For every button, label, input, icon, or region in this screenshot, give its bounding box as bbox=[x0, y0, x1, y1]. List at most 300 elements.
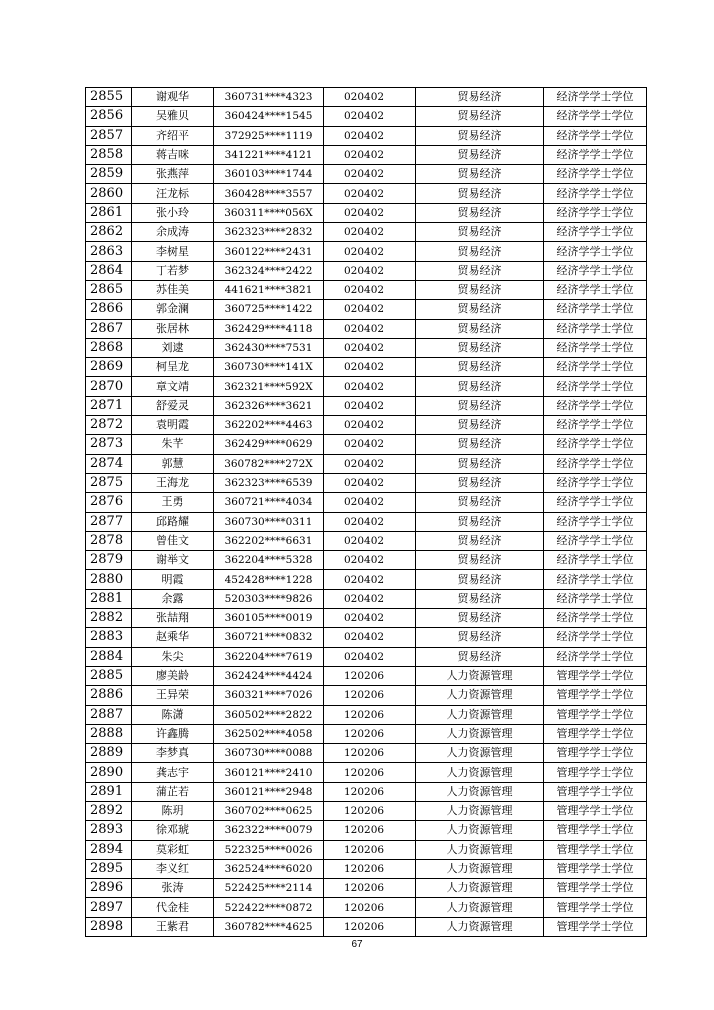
id-number-cell: 360105****0019 bbox=[214, 609, 324, 628]
major-name-cell: 人力资源管理 bbox=[416, 744, 544, 763]
degree-cell: 管理学学士学位 bbox=[544, 744, 647, 763]
student-name-cell: 李树星 bbox=[132, 242, 214, 261]
major-code-cell: 020402 bbox=[324, 473, 416, 492]
major-name-cell: 贸易经济 bbox=[416, 338, 544, 357]
id-number-cell: 362322****0079 bbox=[214, 821, 324, 840]
major-name-cell: 贸易经济 bbox=[416, 396, 544, 415]
serial-number-cell: 2888 bbox=[86, 724, 132, 743]
student-name-cell: 张小玲 bbox=[132, 203, 214, 222]
student-name-cell: 张喆翔 bbox=[132, 609, 214, 628]
id-number-cell: 362502****4058 bbox=[214, 724, 324, 743]
student-name-cell: 龚志宇 bbox=[132, 763, 214, 782]
major-code-cell: 020402 bbox=[324, 435, 416, 454]
table-row bbox=[86, 570, 647, 589]
id-number-cell: 341221****4121 bbox=[214, 145, 324, 164]
table-row bbox=[86, 647, 647, 666]
serial-number-cell: 2860 bbox=[86, 184, 132, 203]
student-name-cell: 齐绍平 bbox=[132, 126, 214, 145]
table-row bbox=[86, 512, 647, 531]
degree-cell: 管理学学士学位 bbox=[544, 898, 647, 917]
table-row bbox=[86, 840, 647, 859]
major-code-cell: 020402 bbox=[324, 223, 416, 242]
degree-cell: 经济学学士学位 bbox=[544, 512, 647, 531]
id-number-cell: 362202****6631 bbox=[214, 531, 324, 550]
serial-number-cell: 2897 bbox=[86, 898, 132, 917]
records-table-body bbox=[86, 88, 647, 937]
table-row bbox=[86, 416, 647, 435]
table-row bbox=[86, 898, 647, 917]
table-row bbox=[86, 705, 647, 724]
id-number-cell: 362202****4463 bbox=[214, 416, 324, 435]
serial-number-cell: 2896 bbox=[86, 879, 132, 898]
major-code-cell: 020402 bbox=[324, 454, 416, 473]
table-row bbox=[86, 763, 647, 782]
student-name-cell: 刘逮 bbox=[132, 338, 214, 357]
degree-cell: 经济学学士学位 bbox=[544, 396, 647, 415]
id-number-cell: 360721****4034 bbox=[214, 493, 324, 512]
student-name-cell: 赵乘华 bbox=[132, 628, 214, 647]
major-code-cell: 120206 bbox=[324, 666, 416, 685]
degree-cell: 管理学学士学位 bbox=[544, 666, 647, 685]
serial-number-cell: 2872 bbox=[86, 416, 132, 435]
student-name-cell: 余露 bbox=[132, 589, 214, 608]
table-row bbox=[86, 589, 647, 608]
degree-cell: 经济学学士学位 bbox=[544, 203, 647, 222]
major-code-cell: 020402 bbox=[324, 628, 416, 647]
degree-cell: 经济学学士学位 bbox=[544, 107, 647, 126]
major-code-cell: 020402 bbox=[324, 358, 416, 377]
serial-number-cell: 2857 bbox=[86, 126, 132, 145]
id-number-cell: 362204****7619 bbox=[214, 647, 324, 666]
student-name-cell: 蒲芷若 bbox=[132, 782, 214, 801]
table-row bbox=[86, 666, 647, 685]
student-name-cell: 苏佳美 bbox=[132, 280, 214, 299]
major-name-cell: 贸易经济 bbox=[416, 609, 544, 628]
student-name-cell: 王海龙 bbox=[132, 473, 214, 492]
major-code-cell: 120206 bbox=[324, 859, 416, 878]
major-name-cell: 贸易经济 bbox=[416, 280, 544, 299]
major-name-cell: 贸易经济 bbox=[416, 647, 544, 666]
id-number-cell: 362424****4424 bbox=[214, 666, 324, 685]
id-number-cell: 362430****7531 bbox=[214, 338, 324, 357]
degree-cell: 管理学学士学位 bbox=[544, 821, 647, 840]
student-name-cell: 袁明霞 bbox=[132, 416, 214, 435]
serial-number-cell: 2877 bbox=[86, 512, 132, 531]
id-number-cell: 362429****4118 bbox=[214, 319, 324, 338]
id-number-cell: 372925****1119 bbox=[214, 126, 324, 145]
major-code-cell: 020402 bbox=[324, 319, 416, 338]
major-code-cell: 020402 bbox=[324, 203, 416, 222]
major-name-cell: 贸易经济 bbox=[416, 300, 544, 319]
major-code-cell: 020402 bbox=[324, 280, 416, 299]
table-row bbox=[86, 686, 647, 705]
major-name-cell: 贸易经济 bbox=[416, 473, 544, 492]
serial-number-cell: 2869 bbox=[86, 358, 132, 377]
serial-number-cell: 2864 bbox=[86, 261, 132, 280]
student-name-cell: 王异荣 bbox=[132, 686, 214, 705]
table-row bbox=[86, 242, 647, 261]
degree-cell: 经济学学士学位 bbox=[544, 570, 647, 589]
serial-number-cell: 2892 bbox=[86, 801, 132, 820]
serial-number-cell: 2874 bbox=[86, 454, 132, 473]
page-number: 67 bbox=[351, 939, 363, 950]
degree-cell: 管理学学士学位 bbox=[544, 686, 647, 705]
major-name-cell: 人力资源管理 bbox=[416, 917, 544, 936]
major-name-cell: 贸易经济 bbox=[416, 184, 544, 203]
major-name-cell: 贸易经济 bbox=[416, 377, 544, 396]
degree-cell: 经济学学士学位 bbox=[544, 261, 647, 280]
serial-number-cell: 2898 bbox=[86, 917, 132, 936]
student-name-cell: 李梦真 bbox=[132, 744, 214, 763]
serial-number-cell: 2882 bbox=[86, 609, 132, 628]
serial-number-cell: 2883 bbox=[86, 628, 132, 647]
major-name-cell: 贸易经济 bbox=[416, 88, 544, 107]
degree-cell: 经济学学士学位 bbox=[544, 88, 647, 107]
id-number-cell: 360725****1422 bbox=[214, 300, 324, 319]
table-row bbox=[86, 628, 647, 647]
serial-number-cell: 2876 bbox=[86, 493, 132, 512]
table-row bbox=[86, 782, 647, 801]
degree-cell: 管理学学士学位 bbox=[544, 763, 647, 782]
major-code-cell: 020402 bbox=[324, 589, 416, 608]
serial-number-cell: 2862 bbox=[86, 223, 132, 242]
major-name-cell: 贸易经济 bbox=[416, 512, 544, 531]
table-row bbox=[86, 107, 647, 126]
table-row bbox=[86, 203, 647, 222]
degree-cell: 经济学学士学位 bbox=[544, 184, 647, 203]
table-row bbox=[86, 261, 647, 280]
student-name-cell: 曾佳文 bbox=[132, 531, 214, 550]
student-name-cell: 柯呈龙 bbox=[132, 358, 214, 377]
serial-number-cell: 2885 bbox=[86, 666, 132, 685]
table-row bbox=[86, 396, 647, 415]
degree-cell: 经济学学士学位 bbox=[544, 358, 647, 377]
id-number-cell: 362321****592X bbox=[214, 377, 324, 396]
degree-cell: 管理学学士学位 bbox=[544, 859, 647, 878]
major-code-cell: 120206 bbox=[324, 782, 416, 801]
serial-number-cell: 2865 bbox=[86, 280, 132, 299]
major-code-cell: 020402 bbox=[324, 126, 416, 145]
major-name-cell: 贸易经济 bbox=[416, 319, 544, 338]
degree-cell: 管理学学士学位 bbox=[544, 801, 647, 820]
id-number-cell: 362326****3621 bbox=[214, 396, 324, 415]
student-name-cell: 张居林 bbox=[132, 319, 214, 338]
id-number-cell: 360424****1545 bbox=[214, 107, 324, 126]
major-code-cell: 120206 bbox=[324, 821, 416, 840]
table-row bbox=[86, 879, 647, 898]
serial-number-cell: 2868 bbox=[86, 338, 132, 357]
major-name-cell: 贸易经济 bbox=[416, 145, 544, 164]
degree-cell: 经济学学士学位 bbox=[544, 531, 647, 550]
table-row bbox=[86, 801, 647, 820]
table-row bbox=[86, 859, 647, 878]
student-name-cell: 明霞 bbox=[132, 570, 214, 589]
table-row bbox=[86, 358, 647, 377]
degree-cell: 经济学学士学位 bbox=[544, 338, 647, 357]
major-code-cell: 020402 bbox=[324, 493, 416, 512]
serial-number-cell: 2867 bbox=[86, 319, 132, 338]
table-row bbox=[86, 338, 647, 357]
major-name-cell: 贸易经济 bbox=[416, 165, 544, 184]
serial-number-cell: 2884 bbox=[86, 647, 132, 666]
major-name-cell: 贸易经济 bbox=[416, 242, 544, 261]
student-name-cell: 陈玥 bbox=[132, 801, 214, 820]
table-row bbox=[86, 145, 647, 164]
major-code-cell: 020402 bbox=[324, 300, 416, 319]
student-name-cell: 郭金澜 bbox=[132, 300, 214, 319]
degree-cell: 管理学学士学位 bbox=[544, 724, 647, 743]
table-row bbox=[86, 493, 647, 512]
student-name-cell: 廖美龄 bbox=[132, 666, 214, 685]
id-number-cell: 360730****141X bbox=[214, 358, 324, 377]
degree-cell: 管理学学士学位 bbox=[544, 879, 647, 898]
student-name-cell: 张涛 bbox=[132, 879, 214, 898]
degree-cell: 经济学学士学位 bbox=[544, 223, 647, 242]
major-name-cell: 人力资源管理 bbox=[416, 686, 544, 705]
serial-number-cell: 2893 bbox=[86, 821, 132, 840]
major-code-cell: 020402 bbox=[324, 145, 416, 164]
id-number-cell: 360730****0088 bbox=[214, 744, 324, 763]
id-number-cell: 360311****056X bbox=[214, 203, 324, 222]
major-name-cell: 人力资源管理 bbox=[416, 724, 544, 743]
student-name-cell: 谢举文 bbox=[132, 551, 214, 570]
degree-cell: 经济学学士学位 bbox=[544, 435, 647, 454]
serial-number-cell: 2895 bbox=[86, 859, 132, 878]
major-code-cell: 020402 bbox=[324, 551, 416, 570]
id-number-cell: 360702****0625 bbox=[214, 801, 324, 820]
degree-cell: 管理学学士学位 bbox=[544, 705, 647, 724]
major-code-cell: 120206 bbox=[324, 917, 416, 936]
major-name-cell: 贸易经济 bbox=[416, 416, 544, 435]
serial-number-cell: 2863 bbox=[86, 242, 132, 261]
serial-number-cell: 2878 bbox=[86, 531, 132, 550]
major-code-cell: 120206 bbox=[324, 763, 416, 782]
major-code-cell: 020402 bbox=[324, 338, 416, 357]
degree-cell: 经济学学士学位 bbox=[544, 416, 647, 435]
table-row bbox=[86, 184, 647, 203]
major-code-cell: 120206 bbox=[324, 686, 416, 705]
degree-cell: 经济学学士学位 bbox=[544, 647, 647, 666]
major-code-cell: 020402 bbox=[324, 242, 416, 261]
student-name-cell: 王紫君 bbox=[132, 917, 214, 936]
major-name-cell: 人力资源管理 bbox=[416, 821, 544, 840]
major-name-cell: 贸易经济 bbox=[416, 454, 544, 473]
major-code-cell: 020402 bbox=[324, 609, 416, 628]
major-code-cell: 020402 bbox=[324, 107, 416, 126]
student-name-cell: 舒爱灵 bbox=[132, 396, 214, 415]
id-number-cell: 362323****6539 bbox=[214, 473, 324, 492]
major-name-cell: 贸易经济 bbox=[416, 493, 544, 512]
table-row bbox=[86, 88, 647, 107]
degree-cell: 经济学学士学位 bbox=[544, 300, 647, 319]
major-name-cell: 贸易经济 bbox=[416, 570, 544, 589]
serial-number-cell: 2880 bbox=[86, 570, 132, 589]
degree-cell: 经济学学士学位 bbox=[544, 280, 647, 299]
student-name-cell: 莫彩虹 bbox=[132, 840, 214, 859]
degree-cell: 经济学学士学位 bbox=[544, 551, 647, 570]
serial-number-cell: 2890 bbox=[86, 763, 132, 782]
table-row bbox=[86, 280, 647, 299]
table-row bbox=[86, 165, 647, 184]
student-name-cell: 丁若梦 bbox=[132, 261, 214, 280]
id-number-cell: 360122****2431 bbox=[214, 242, 324, 261]
student-name-cell: 蒋吉咪 bbox=[132, 145, 214, 164]
id-number-cell: 362323****2832 bbox=[214, 223, 324, 242]
serial-number-cell: 2866 bbox=[86, 300, 132, 319]
id-number-cell: 360121****2410 bbox=[214, 763, 324, 782]
major-code-cell: 020402 bbox=[324, 512, 416, 531]
major-name-cell: 贸易经济 bbox=[416, 203, 544, 222]
major-code-cell: 020402 bbox=[324, 377, 416, 396]
id-number-cell: 360321****7026 bbox=[214, 686, 324, 705]
student-name-cell: 朱芊 bbox=[132, 435, 214, 454]
major-name-cell: 人力资源管理 bbox=[416, 801, 544, 820]
table-row bbox=[86, 551, 647, 570]
student-name-cell: 张燕萍 bbox=[132, 165, 214, 184]
id-number-cell: 360731****4323 bbox=[214, 88, 324, 107]
id-number-cell: 360730****0311 bbox=[214, 512, 324, 531]
serial-number-cell: 2856 bbox=[86, 107, 132, 126]
major-name-cell: 贸易经济 bbox=[416, 223, 544, 242]
degree-cell: 经济学学士学位 bbox=[544, 319, 647, 338]
id-number-cell: 360502****2822 bbox=[214, 705, 324, 724]
major-code-cell: 020402 bbox=[324, 165, 416, 184]
degree-records-table bbox=[85, 87, 647, 937]
student-name-cell: 陈潇 bbox=[132, 705, 214, 724]
table-row bbox=[86, 821, 647, 840]
id-number-cell: 360103****1744 bbox=[214, 165, 324, 184]
serial-number-cell: 2855 bbox=[86, 88, 132, 107]
major-name-cell: 人力资源管理 bbox=[416, 879, 544, 898]
student-name-cell: 许鑫腾 bbox=[132, 724, 214, 743]
degree-cell: 经济学学士学位 bbox=[544, 628, 647, 647]
serial-number-cell: 2871 bbox=[86, 396, 132, 415]
degree-cell: 管理学学士学位 bbox=[544, 840, 647, 859]
major-code-cell: 020402 bbox=[324, 261, 416, 280]
degree-cell: 经济学学士学位 bbox=[544, 165, 647, 184]
major-name-cell: 人力资源管理 bbox=[416, 898, 544, 917]
degree-cell: 管理学学士学位 bbox=[544, 782, 647, 801]
major-name-cell: 贸易经济 bbox=[416, 126, 544, 145]
serial-number-cell: 2875 bbox=[86, 473, 132, 492]
table-row bbox=[86, 744, 647, 763]
degree-cell: 经济学学士学位 bbox=[544, 377, 647, 396]
serial-number-cell: 2889 bbox=[86, 744, 132, 763]
degree-cell: 经济学学士学位 bbox=[544, 242, 647, 261]
degree-cell: 经济学学士学位 bbox=[544, 145, 647, 164]
major-name-cell: 贸易经济 bbox=[416, 531, 544, 550]
id-number-cell: 360782****4625 bbox=[214, 917, 324, 936]
student-name-cell: 郭慧 bbox=[132, 454, 214, 473]
serial-number-cell: 2894 bbox=[86, 840, 132, 859]
major-code-cell: 020402 bbox=[324, 396, 416, 415]
serial-number-cell: 2861 bbox=[86, 203, 132, 222]
id-number-cell: 441621****3821 bbox=[214, 280, 324, 299]
degree-cell: 经济学学士学位 bbox=[544, 126, 647, 145]
table-row bbox=[86, 454, 647, 473]
major-code-cell: 020402 bbox=[324, 647, 416, 666]
serial-number-cell: 2873 bbox=[86, 435, 132, 454]
major-code-cell: 120206 bbox=[324, 898, 416, 917]
major-name-cell: 贸易经济 bbox=[416, 358, 544, 377]
student-name-cell: 代金桂 bbox=[132, 898, 214, 917]
major-name-cell: 贸易经济 bbox=[416, 628, 544, 647]
major-name-cell: 贸易经济 bbox=[416, 261, 544, 280]
major-code-cell: 120206 bbox=[324, 840, 416, 859]
table-row bbox=[86, 917, 647, 936]
degree-cell: 经济学学士学位 bbox=[544, 609, 647, 628]
id-number-cell: 520303****9826 bbox=[214, 589, 324, 608]
major-code-cell: 120206 bbox=[324, 705, 416, 724]
degree-cell: 管理学学士学位 bbox=[544, 917, 647, 936]
id-number-cell: 522325****0026 bbox=[214, 840, 324, 859]
id-number-cell: 362429****0629 bbox=[214, 435, 324, 454]
student-name-cell: 朱尖 bbox=[132, 647, 214, 666]
major-code-cell: 020402 bbox=[324, 570, 416, 589]
major-name-cell: 人力资源管理 bbox=[416, 705, 544, 724]
student-name-cell: 吴雅贝 bbox=[132, 107, 214, 126]
table-row bbox=[86, 126, 647, 145]
student-name-cell: 李义红 bbox=[132, 859, 214, 878]
id-number-cell: 360782****272X bbox=[214, 454, 324, 473]
student-name-cell: 邱路耀 bbox=[132, 512, 214, 531]
table-row bbox=[86, 724, 647, 743]
table-row bbox=[86, 300, 647, 319]
major-code-cell: 120206 bbox=[324, 744, 416, 763]
id-number-cell: 362324****2422 bbox=[214, 261, 324, 280]
serial-number-cell: 2858 bbox=[86, 145, 132, 164]
serial-number-cell: 2891 bbox=[86, 782, 132, 801]
serial-number-cell: 2881 bbox=[86, 589, 132, 608]
major-code-cell: 020402 bbox=[324, 416, 416, 435]
serial-number-cell: 2879 bbox=[86, 551, 132, 570]
id-number-cell: 522425****2114 bbox=[214, 879, 324, 898]
id-number-cell: 360121****2948 bbox=[214, 782, 324, 801]
id-number-cell: 360428****3557 bbox=[214, 184, 324, 203]
major-code-cell: 020402 bbox=[324, 184, 416, 203]
id-number-cell: 360721****0832 bbox=[214, 628, 324, 647]
student-name-cell: 章文靖 bbox=[132, 377, 214, 396]
major-code-cell: 120206 bbox=[324, 801, 416, 820]
table-row bbox=[86, 319, 647, 338]
major-name-cell: 人力资源管理 bbox=[416, 859, 544, 878]
major-code-cell: 120206 bbox=[324, 724, 416, 743]
major-code-cell: 020402 bbox=[324, 531, 416, 550]
student-name-cell: 谢观华 bbox=[132, 88, 214, 107]
table-row bbox=[86, 377, 647, 396]
degree-cell: 经济学学士学位 bbox=[544, 493, 647, 512]
table-row bbox=[86, 531, 647, 550]
major-name-cell: 人力资源管理 bbox=[416, 840, 544, 859]
major-name-cell: 人力资源管理 bbox=[416, 782, 544, 801]
serial-number-cell: 2870 bbox=[86, 377, 132, 396]
student-name-cell: 王勇 bbox=[132, 493, 214, 512]
student-name-cell: 余成涛 bbox=[132, 223, 214, 242]
table-row bbox=[86, 435, 647, 454]
major-name-cell: 贸易经济 bbox=[416, 551, 544, 570]
serial-number-cell: 2887 bbox=[86, 705, 132, 724]
table-row bbox=[86, 609, 647, 628]
major-code-cell: 020402 bbox=[324, 88, 416, 107]
id-number-cell: 362204****5328 bbox=[214, 551, 324, 570]
major-name-cell: 贸易经济 bbox=[416, 107, 544, 126]
degree-cell: 经济学学士学位 bbox=[544, 454, 647, 473]
degree-cell: 经济学学士学位 bbox=[544, 473, 647, 492]
major-name-cell: 贸易经济 bbox=[416, 589, 544, 608]
major-name-cell: 人力资源管理 bbox=[416, 666, 544, 685]
serial-number-cell: 2859 bbox=[86, 165, 132, 184]
major-code-cell: 120206 bbox=[324, 879, 416, 898]
